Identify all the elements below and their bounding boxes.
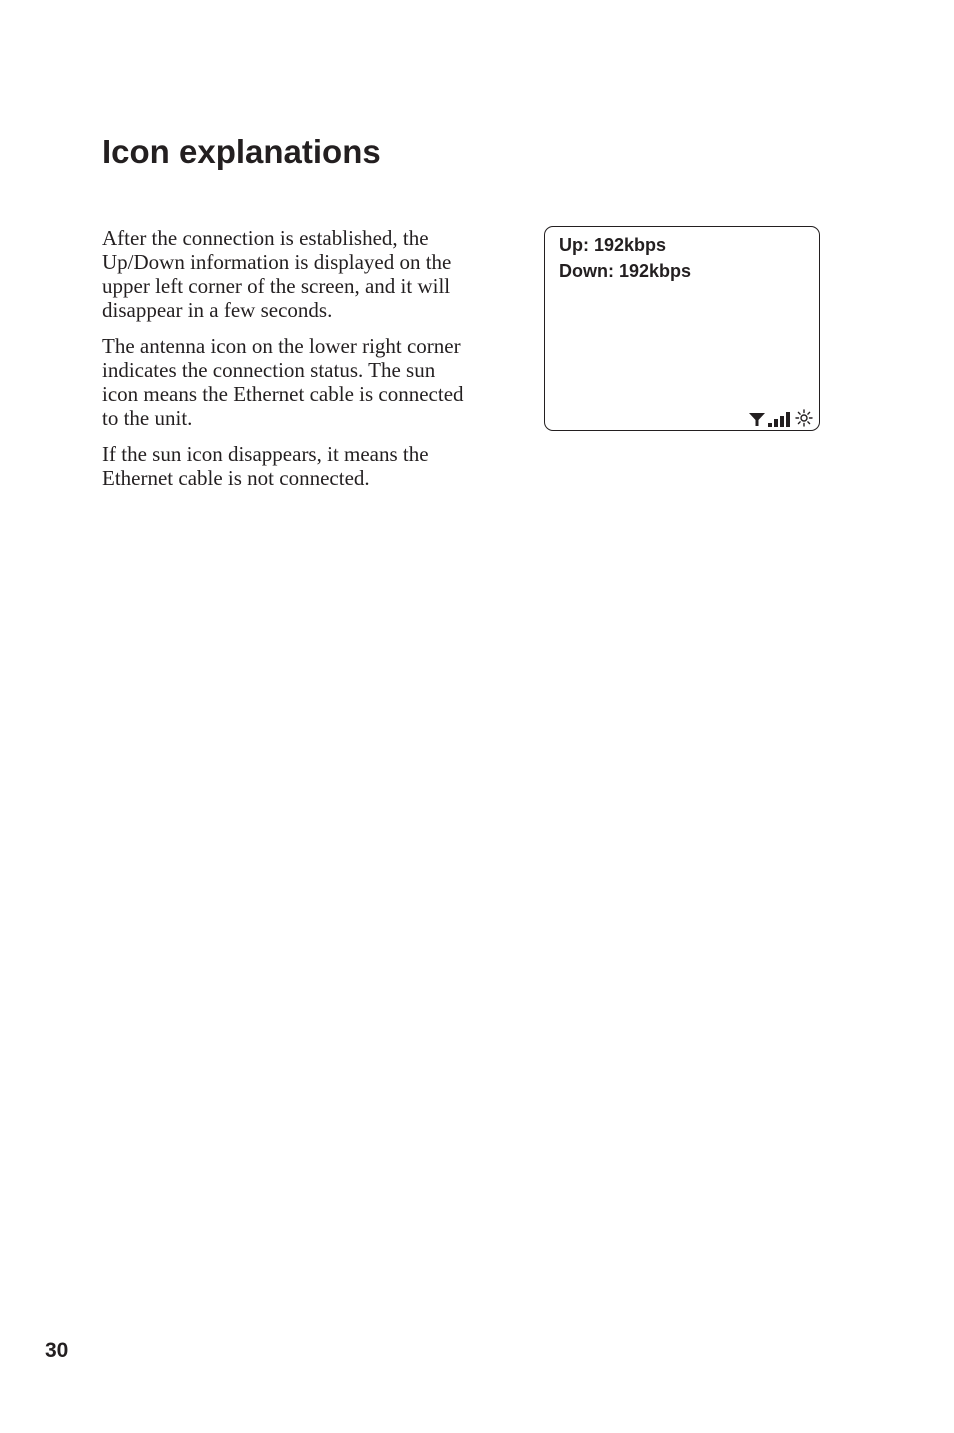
sun-icon [795, 409, 813, 427]
paragraph-sun-icon-disappears: If the sun icon disappears, it means the Ethernet cable is not connected. [102, 442, 429, 490]
paragraph-up-down-info: After the connection is established, the Up/Down information is displayed on the upper left corner of the screen, and it will disappear in a few seconds. [102, 226, 452, 322]
signal-bar [774, 419, 778, 427]
signal-bar [786, 412, 790, 427]
paragraph-antenna-sun-icons: The antenna icon on the lower right corner indicates the connection status. The sun icon means the Ethernet cable is connected to the unit. [102, 334, 464, 430]
signal-bar [780, 416, 784, 427]
signal-strength-icon [768, 411, 792, 427]
upload-rate-readout: Up: 192kbps [559, 235, 667, 255]
page-title: Icon explanations [102, 133, 381, 170]
download-rate-readout: Down: 192kbps [559, 261, 692, 281]
status-icons [749, 409, 813, 427]
body-text [102, 226, 474, 502]
page-number: 30 [45, 1339, 69, 1362]
device-screen-illustration [544, 226, 820, 431]
signal-bar [768, 423, 772, 427]
antenna-icon [749, 411, 765, 427]
